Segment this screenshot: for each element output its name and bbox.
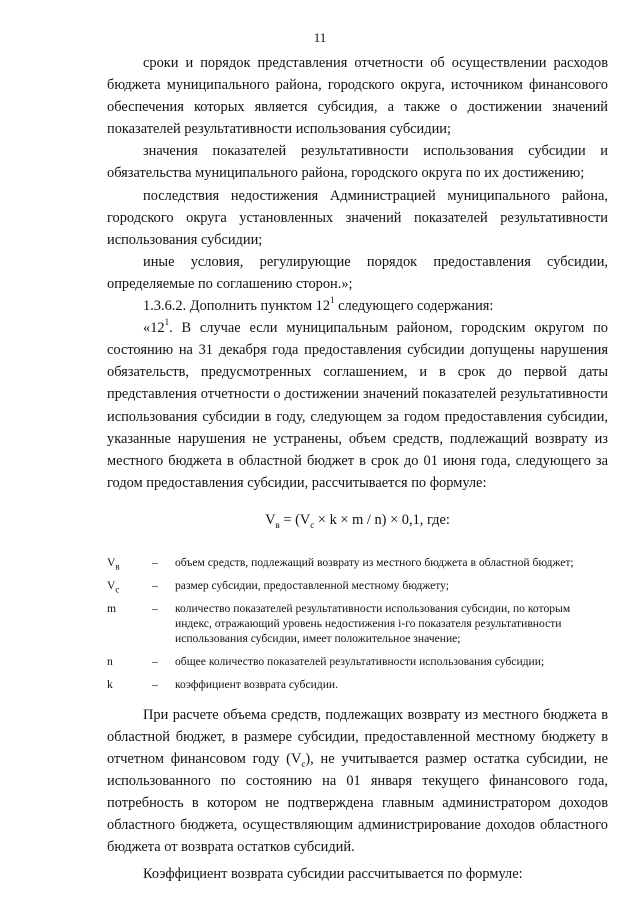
- clause-suffix: следующего содержания:: [334, 298, 494, 315]
- calc-text-a: При расчете объема средств, подлежащих возврату из местного бюджета в областной бюджет, в размере субсидии, предоставленной местному бюджету в отчетном финансовом году (V: [107, 706, 608, 768]
- definition-symbol: [107, 677, 152, 692]
- definition-text: размер субсидии, предоставленной местному бюджету;: [175, 578, 450, 592]
- definition-row: [107, 654, 608, 669]
- para12-sup: 1: [164, 317, 170, 328]
- definition-text: объем средств, подлежащий возврату из местного бюджета в областной бюджет;: [175, 555, 574, 569]
- paragraph: сроки и порядок представления отчетности об осуществлении расходов бюджета муниципального района, городского округа, источником финансового обеспечения которых является субсидия, а также о достижении значений показателей результативности использования субсидии;: [107, 55, 608, 138]
- paragraph: значения показателей результативности использования субсидии и обязательства муниципального района, городского округа по их достижению;: [107, 143, 608, 182]
- formula-lhs: V: [265, 511, 276, 528]
- symbol-text: n: [107, 654, 113, 668]
- definition-text: коэффициент возврата субсидии.: [175, 677, 339, 691]
- definition-symbol: [107, 654, 152, 669]
- definition-symbol: [107, 601, 152, 646]
- para12-open: «12: [143, 320, 165, 337]
- symbol-sub: в: [115, 561, 120, 572]
- document-body: [107, 52, 608, 885]
- clause-heading: [107, 295, 608, 317]
- formula: [107, 512, 608, 529]
- definition-row: [107, 578, 608, 593]
- definition-row: [107, 601, 608, 646]
- definition-symbol: [107, 578, 152, 593]
- definition-row: [107, 677, 608, 692]
- page-number: 11: [313, 30, 327, 45]
- clause-sup: 1: [330, 295, 335, 306]
- paragraph: последствия недостижения Администрацией муниципального района, городского округа установленных значений показателей результативности использования субсидии;: [107, 187, 608, 248]
- definition-dash: –: [152, 578, 158, 592]
- formula-eq-sub: с: [310, 519, 315, 530]
- clause-prefix: 1.3.6.2. Дополнить пунктом 12: [143, 298, 331, 315]
- definition-row: [107, 555, 608, 570]
- symbol-text: V: [107, 578, 116, 592]
- definition-dash: –: [152, 601, 158, 615]
- symbol-sub: с: [115, 584, 120, 595]
- paragraph-calculation: [107, 704, 608, 859]
- definitions-list: [107, 555, 608, 692]
- paragraph: иные условия, регулирующие порядок предоставления субсидии, определяемые по соглашению сторон.»;: [107, 253, 608, 292]
- definition-symbol: [107, 555, 152, 570]
- symbol-text: m: [107, 601, 117, 615]
- definition-dash: –: [152, 677, 158, 691]
- formula-eq-a: = (V: [279, 511, 311, 528]
- para12-text: . В случае если муниципальным районом, городским округом по состоянию на 31 декабря года предоставления субсидии допущены нарушения обязательств, предусмотренных соглашением, и в срок до первой даты представления отчетности о достижении значений показателей результативности использования субсидии в году, следующем за годом предоставления субсидии, указанные нарушения не устранены, объем средств, подлежащий возврату из местного бюджета в областной бюджет в срок до 01 июня года, следующего за годом предоставления субсидии, рассчитывается по формуле:: [107, 320, 608, 491]
- paragraph-last: Коэффициент возврата субсидии рассчитывается по формуле:: [143, 865, 523, 882]
- formula-lhs-sub: в: [275, 519, 280, 530]
- formula-eq-b: × k × m / n) × 0,1, где:: [314, 511, 450, 528]
- symbol-text: k: [107, 677, 113, 691]
- definition-text: количество показателей результативности использования субсидии, по которым индекс, отражающий уровень недостижения i-го показателя результативности использования субсидии, имеет положительное значение;: [175, 601, 571, 645]
- definition-text: общее количество показателей результативности использования субсидии;: [175, 654, 545, 668]
- definition-dash: –: [152, 555, 158, 569]
- calc-sub: с: [301, 758, 306, 769]
- symbol-text: V: [107, 555, 116, 569]
- calc-text-b: ), не учитывается размер остатка субсидии, не использованного по состоянию на 01 января текущего финансового года, потребность в котором не подтверждена главным администратором доходов областного бюджета, осуществляющим администрирование доходов областного бюджета от возврата остатков субсидий.: [107, 751, 608, 856]
- definition-dash: –: [152, 654, 158, 668]
- paragraph-12-1: [107, 317, 608, 494]
